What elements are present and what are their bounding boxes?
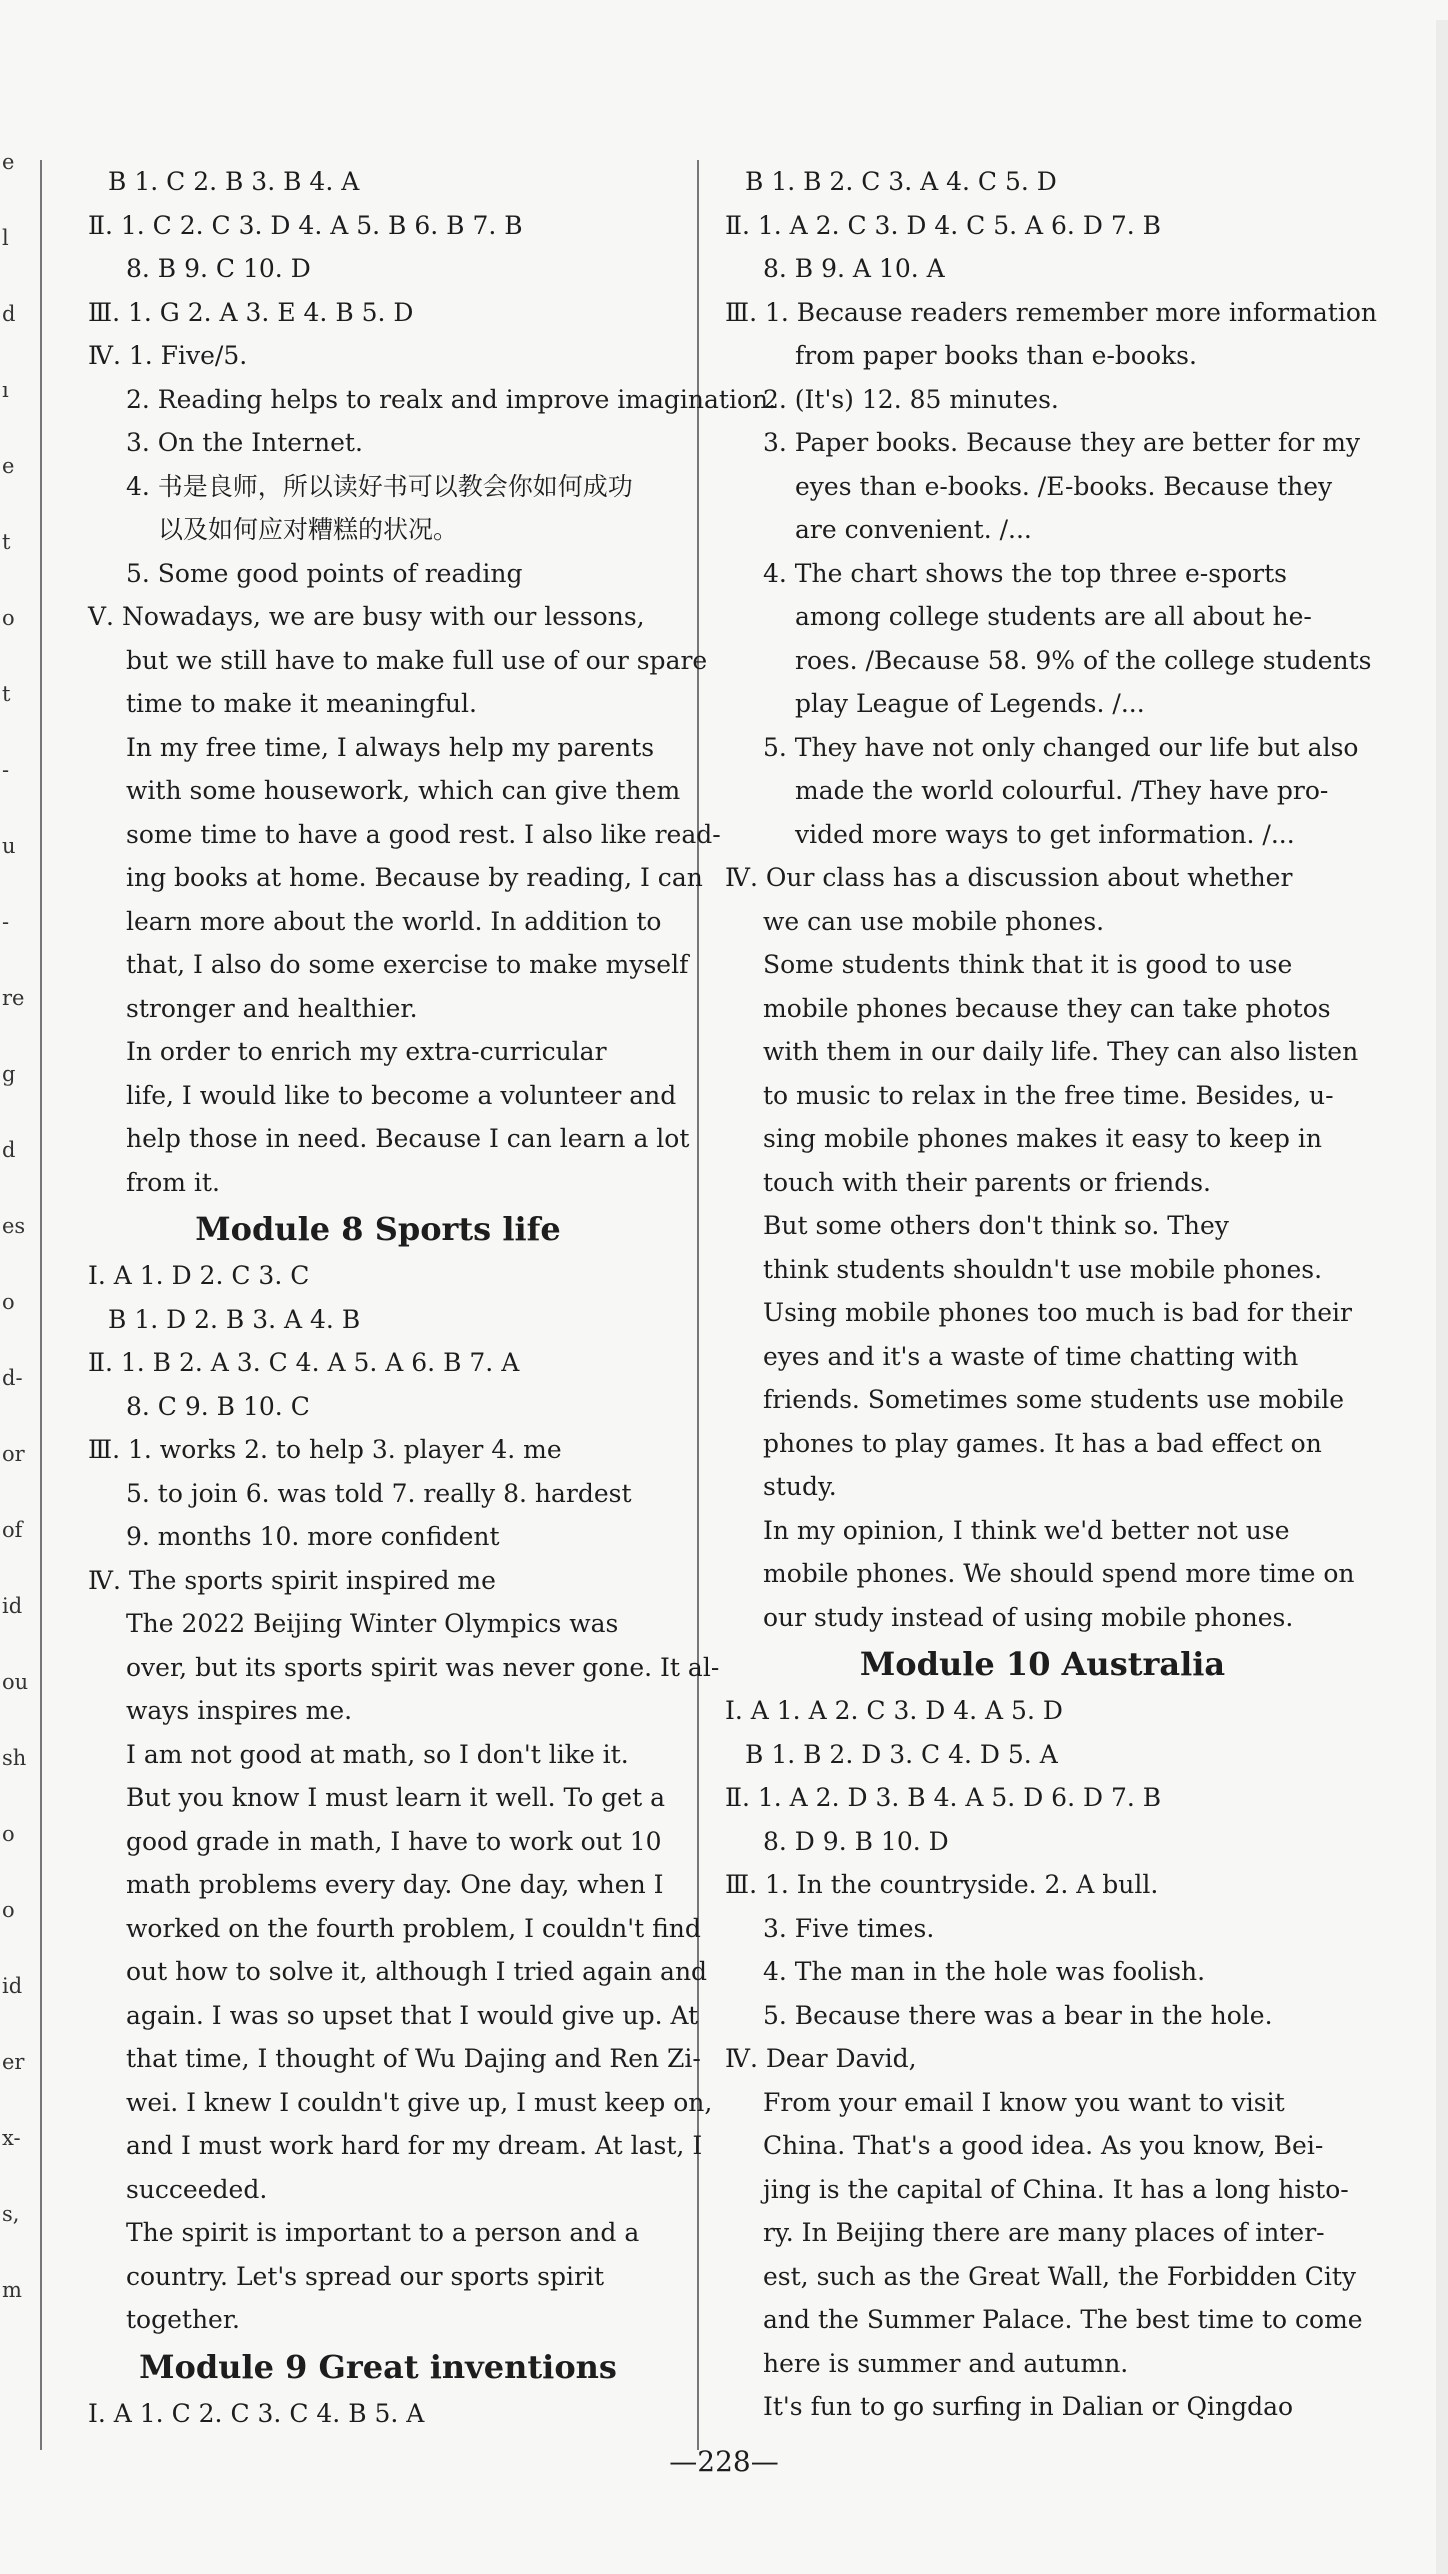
answer-line: sing mobile phones makes it easy to keep in (763, 1124, 1322, 1153)
answer-line: but we still have to make full use of our spare (126, 645, 708, 675)
answer-line: est, such as the Great Wall, the Forbidden City (763, 2261, 1357, 2291)
edge-fragment: re (2, 986, 25, 1010)
answer-line: math problems every day. One day, when I (126, 1870, 664, 1899)
answer-line: It's fun to go surfing in Dalian or Qingdao (763, 2392, 1294, 2421)
answer-line: mobile phones because they can take photos (763, 993, 1331, 1023)
edge-fragment: ı (2, 378, 9, 402)
answer-line: 5. to join 6. was told 7. really 8. hardest (126, 1478, 632, 1508)
answer-line: Ⅲ. 1. G 2. A 3. E 4. B 5. D (88, 297, 414, 327)
answer-line: our study instead of using mobile phones. (763, 1602, 1294, 1632)
answer-line: 9. months 10. more confident (126, 1522, 500, 1551)
answer-line: that time, I thought of Wu Dajing and Ren Zi- (126, 2044, 701, 2073)
answer-line: help those in need. Because I can learn a lot (126, 1124, 690, 1153)
answer-line: Ⅴ. Nowadays, we are busy with our lessons, (88, 602, 645, 631)
answer-line: Ⅲ. 1. In the countryside. 2. A bull. (725, 1870, 1159, 1899)
edge-fragment: u (2, 834, 16, 858)
right-column (725, 160, 1377, 2429)
answer-line: to music to relax in the free time. Besides, u- (763, 1080, 1334, 1110)
edge-fragment: g (2, 1062, 16, 1086)
answer-line: 5. Some good points of reading (126, 558, 523, 588)
answer-line: 以及如何应对糟糕的状况。 (158, 515, 459, 544)
edge-fragment: ou (2, 1670, 29, 1694)
answer-line: jing is the capital of China. It has a long histo- (763, 2174, 1349, 2204)
answer-line: 5. They have not only changed our life but also (763, 732, 1359, 762)
answer-line: succeeded. (126, 2174, 268, 2204)
answer-line: ry. In Beijing there are many places of inter- (763, 2218, 1325, 2247)
left-column (88, 160, 777, 2435)
answer-line: Ⅳ. Dear David, (725, 2044, 917, 2073)
answer-line: But you know I must learn it well. To get a (126, 1783, 665, 1812)
answer-line: Ⅳ. The sports spirit inspired me (88, 1565, 496, 1595)
answer-line: wei. I knew I couldn't give up, I must keep on, (126, 2087, 713, 2117)
answer-line: and the Summer Palace. The best time to come (763, 2305, 1363, 2334)
answer-line: Ⅳ. 1. Five/5. (88, 341, 248, 370)
answer-line: In order to enrich my extra-curricular (126, 1037, 607, 1066)
edge-fragment: id (2, 1594, 23, 1618)
answer-line: 8. B 9. C 10. D (126, 254, 311, 283)
answer-line: 3. Five times. (763, 1913, 935, 1943)
edge-fragment: t (2, 682, 11, 706)
answer-line: eyes and it's a waste of time chatting with (763, 1341, 1299, 1371)
answer-line: B 1. D 2. B 3. A 4. B (108, 1304, 361, 1334)
edge-fragment: - (2, 910, 10, 934)
left-edge-fragments (0, 150, 34, 2390)
answer-line: Using mobile phones too much is bad for their (763, 1298, 1352, 1327)
answer-line: worked on the fourth problem, I couldn't find (126, 1913, 701, 1943)
answer-line: roes. /Because 58. 9% of the college students (795, 645, 1372, 675)
module-heading: Module 10 Australia (859, 1645, 1226, 1683)
answer-line: 2. (It's) 12. 85 minutes. (763, 384, 1059, 414)
edge-fragment: x- (2, 2126, 21, 2150)
answer-line: The spirit is important to a person and a (126, 2218, 640, 2247)
answer-line: 2. Reading helps to realx and improve imagination. (126, 384, 777, 414)
answer-line: ing books at home. Because by reading, I can (126, 863, 703, 892)
answer-line: study. (763, 1472, 837, 1501)
answer-line: eyes than e-books. /E-books. Because they (795, 471, 1333, 501)
answer-line: Ⅰ. A 1. D 2. C 3. C (88, 1261, 310, 1290)
answer-line: Ⅰ. A 1. C 2. C 3. C 4. B 5. A (88, 2398, 425, 2428)
answer-line: From your email I know you want to visit (763, 2087, 1285, 2117)
answer-line: I am not good at math, so I don't like it. (126, 1739, 629, 1769)
answer-line: among college students are all about he- (795, 602, 1312, 631)
edge-fragment: id (2, 1974, 23, 1998)
edge-fragment: o (2, 1290, 15, 1314)
answer-line: think students shouldn't use mobile phones. (763, 1254, 1323, 1284)
answer-line: touch with their parents or friends. (763, 1167, 1211, 1197)
answer-line: stronger and healthier. (126, 993, 418, 1023)
answer-line: friends. Sometimes some students use mobile (763, 1385, 1345, 1414)
edge-fragment: e (2, 454, 15, 478)
answer-line: Ⅲ. 1. Because readers remember more information (725, 297, 1377, 327)
edge-fragment: s, (2, 2202, 20, 2226)
answer-line: out how to solve it, although I tried again and (126, 1957, 708, 1986)
edge-fragment: d- (2, 1366, 23, 1390)
answer-line: 4. The man in the hole was foolish. (763, 1957, 1206, 1986)
answer-line: But some others don't think so. They (763, 1211, 1229, 1240)
answer-line: Ⅳ. Our class has a discussion about whether (725, 863, 1293, 892)
page-edge-shadow (1436, 20, 1448, 2574)
edge-fragment: d (2, 1138, 16, 1162)
answer-line: 5. Because there was a bear in the hole. (763, 2000, 1273, 2030)
edge-fragment: o (2, 1822, 15, 1846)
answer-line: In my opinion, I think we'd better not use (763, 1515, 1290, 1545)
edge-fragment: t (2, 530, 11, 554)
edge-fragment: er (2, 2050, 25, 2074)
edge-fragment: o (2, 606, 15, 630)
answer-line: with some housework, which can give them (126, 776, 681, 805)
answer-line: from it. (126, 1167, 220, 1197)
left-margin-rule (40, 160, 42, 2450)
edge-fragment: of (2, 1518, 23, 1542)
answer-line: that, I also do some exercise to make myself (126, 950, 689, 979)
answer-line: Ⅱ. 1. B 2. A 3. C 4. A 5. A 6. B 7. A (88, 1348, 520, 1377)
answer-line: some time to have a good rest. I also like read- (126, 819, 721, 849)
answer-line: phones to play games. It has a bad effect on (763, 1428, 1322, 1458)
answer-line: good grade in math, I have to work out 10 (126, 1826, 662, 1856)
answer-line: B 1. B 2. D 3. C 4. D 5. A (745, 1739, 1058, 1769)
edge-fragment: d (2, 302, 16, 326)
edge-fragment: l (2, 226, 9, 250)
answer-line: Ⅰ. A 1. A 2. C 3. D 4. A 5. D (725, 1696, 1063, 1725)
answer-line: 4. The chart shows the top three e-sports (763, 558, 1287, 588)
module-heading: Module 8 Sports life (195, 1210, 561, 1248)
edge-fragment: or (2, 1442, 25, 1466)
edge-fragment: es (2, 1214, 26, 1238)
answer-line: learn more about the world. In addition to (126, 906, 662, 936)
answer-line: made the world colourful. /They have pro- (795, 776, 1329, 805)
answer-line: mobile phones. We should spend more time on (763, 1559, 1355, 1588)
edge-fragment: m (2, 2278, 22, 2302)
edge-fragment: e (2, 150, 15, 174)
answer-line: life, I would like to become a volunteer and (126, 1080, 677, 1110)
answer-line: again. I was so upset that I would give up. At (126, 2000, 699, 2030)
module-heading: Module 9 Great inventions (139, 2347, 617, 2386)
answer-line: Some students think that it is good to use (763, 950, 1293, 979)
edge-fragment: sh (2, 1746, 27, 1770)
edge-fragment: o (2, 1898, 15, 1922)
answer-line: vided more ways to get information. /... (795, 819, 1295, 849)
answer-line: are convenient. /... (795, 515, 1032, 544)
answer-line: The 2022 Beijing Winter Olympics was (126, 1609, 619, 1638)
answer-line: China. That's a good idea. As you know, Bei- (763, 2131, 1324, 2160)
answer-line: Ⅲ. 1. works 2. to help 3. player 4. me (88, 1435, 562, 1464)
answer-line: we can use mobile phones. (763, 906, 1105, 936)
edge-fragment: - (2, 758, 10, 782)
answer-line: here is summer and autumn. (763, 2348, 1129, 2378)
answer-line: 8. C 9. B 10. C (126, 1391, 310, 1421)
answer-line: play League of Legends. /... (795, 689, 1145, 718)
answer-line: with them in our daily life. They can also listen (763, 1037, 1359, 1066)
answer-line: Ⅱ. 1. C 2. C 3. D 4. A 5. B 6. B 7. B (88, 210, 523, 240)
answer-line: Ⅱ. 1. A 2. C 3. D 4. C 5. A 6. D 7. B (725, 210, 1161, 240)
answer-line: B 1. B 2. C 3. A 4. C 5. D (745, 167, 1057, 196)
answer-line: 3. On the Internet. (126, 428, 363, 457)
answer-line: from paper books than e-books. (795, 341, 1197, 370)
answer-line: country. Let's spread our sports spirit (126, 2261, 605, 2291)
answer-line: over, but its sports spirit was never gone. It al- (126, 1652, 720, 1682)
answer-line: ways inspires me. (126, 1696, 353, 1725)
answer-line: 8. B 9. A 10. A (763, 254, 945, 283)
answer-line: together. (126, 2305, 240, 2334)
answer-line: 3. Paper books. Because they are better for my (763, 428, 1361, 457)
answer-line: 8. D 9. B 10. D (763, 1826, 949, 1856)
page-number: —228— (669, 2445, 779, 2478)
answer-line: In my free time, I always help my parents (126, 732, 655, 762)
answer-line: and I must work hard for my dream. At last, I (126, 2131, 703, 2160)
answer-line: Ⅱ. 1. A 2. D 3. B 4. A 5. D 6. D 7. B (725, 1783, 1162, 1812)
answer-line: 4. 书是良师，所以读好书可以教会你如何成功 (126, 471, 633, 501)
answer-line: B 1. C 2. B 3. B 4. A (108, 167, 360, 196)
answer-line: time to make it meaningful. (126, 689, 477, 718)
